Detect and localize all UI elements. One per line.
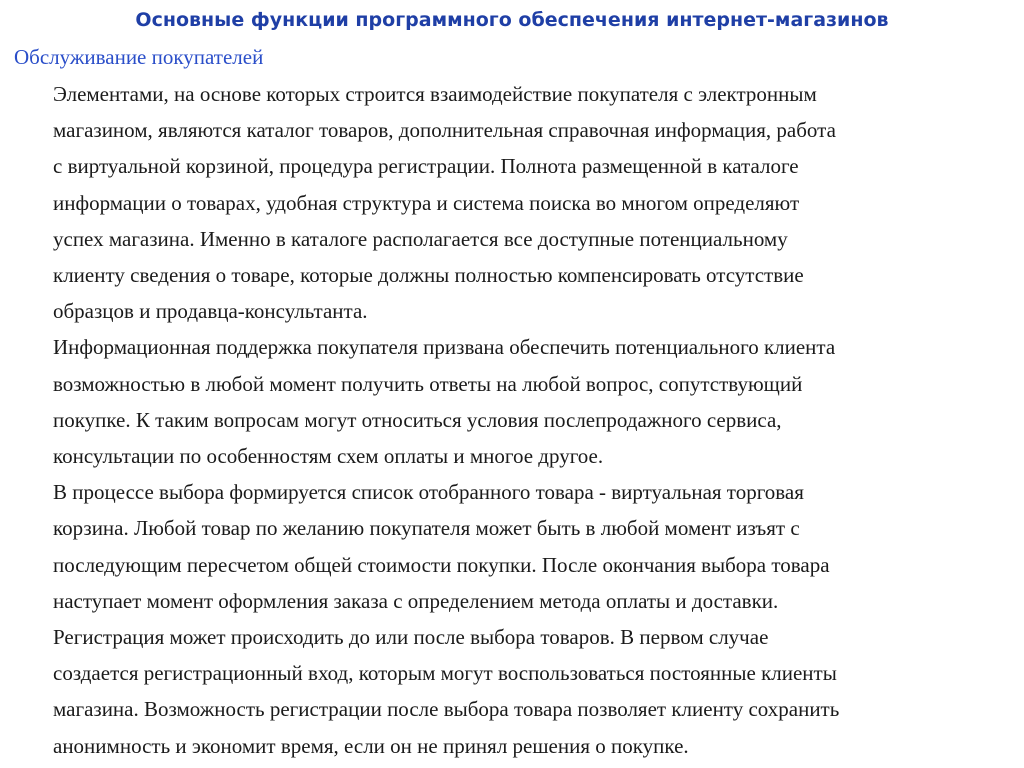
text-line: магазином, являются каталог товаров, дополнительная справочная информация, работа: [53, 118, 836, 143]
text-line: Регистрация может происходить до или после выбора товаров. В первом случае: [53, 625, 769, 650]
text-line: анонимность и экономит время, если он не принял решения о покупке.: [53, 733, 689, 758]
text-line: возможностью в любой момент получить ответы на любой вопрос, сопутствующий: [53, 371, 803, 396]
text-line: клиенту сведения о товаре, которые должны полностью компенсировать отсутствие: [53, 263, 804, 288]
text-line: создается регистрационный вход, которым могут воспользоваться постоянные клиенты: [53, 661, 837, 686]
text-line: В процессе выбора формируется список отобранного товара - виртуальная торговая: [53, 480, 804, 505]
text-line: консультации по особенностям схем оплаты и многое другое.: [53, 444, 604, 469]
text-line: с виртуальной корзиной, процедура регистрации. Полнота размещенной в каталоге: [53, 154, 799, 179]
slide-subtitle: Обслуживание покупателей: [14, 45, 264, 69]
text-line: корзина. Любой товар по желанию покупателя может быть в любой момент изъят с: [53, 516, 800, 541]
text-line: покупке. К таким вопросам могут относиться условия послепродажного сервиса,: [53, 407, 782, 432]
text-line: Элементами, на основе которых строится взаимодействие покупателя с электронным: [53, 82, 817, 106]
text-line: Информационная поддержка покупателя призвана обеспечить потенциального клиента: [53, 335, 836, 360]
text-line: образцов и продавца-консультанта.: [53, 299, 368, 324]
text-line: магазина. Возможность регистрации после выбора товара позволяет клиенту сохранить: [53, 697, 840, 722]
text-line: последующим пересчетом общей стоимости покупки. После окончания выбора товара: [53, 552, 830, 577]
text-line: информации о товарах, удобная структура и система поиска во многом определяют: [53, 190, 800, 215]
slide-title: Основные функции программного обеспечения интернет-магазинов: [135, 9, 889, 31]
body-text: [53, 76, 1018, 764]
text-line: успех магазина. Именно в каталоге располагается все доступные потенциальному: [53, 226, 788, 251]
text-line: наступает момент оформления заказа с определением метода оплаты и доставки.: [53, 588, 779, 613]
